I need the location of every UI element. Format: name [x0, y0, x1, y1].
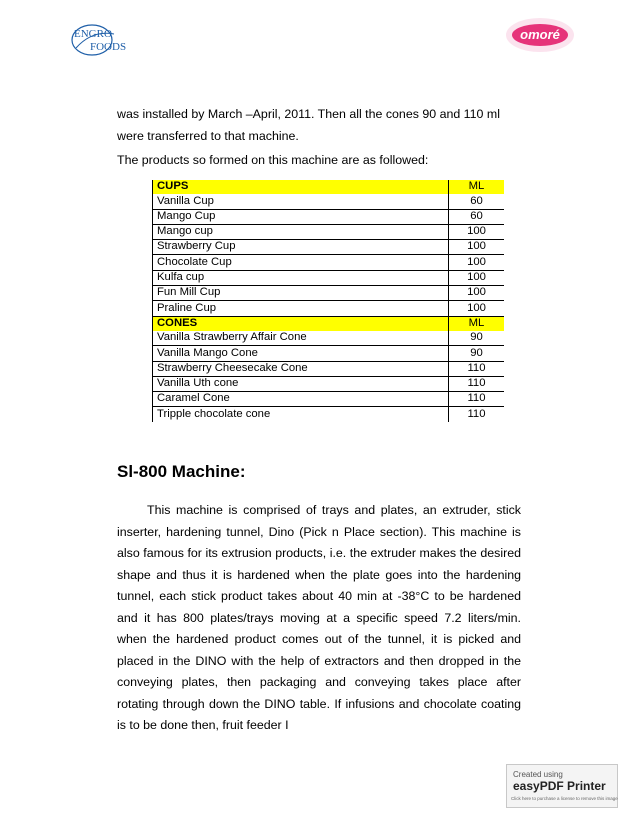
product-name-cell: CUPS [153, 180, 449, 194]
product-name-cell: Mango cup [153, 224, 449, 239]
table-row [153, 346, 505, 361]
easypdf-watermark[interactable] [506, 764, 618, 808]
product-ml-cell: 100 [449, 270, 505, 285]
product-name-cell: Caramel Cone [153, 392, 449, 407]
table-header-row [153, 180, 505, 194]
product-ml-cell: 90 [449, 331, 505, 346]
product-ml-cell: ML [449, 180, 505, 194]
watermark-link[interactable]: Click here to purchase a license to remove this image [511, 796, 618, 801]
product-name-cell: Tripple chocolate cone [153, 407, 449, 422]
section-body [117, 500, 521, 737]
table-row [153, 240, 505, 255]
table-row [153, 286, 505, 301]
section-body-text: This machine is comprised of trays and plates, an extruder, stick inserter, hardening tunnel, Dino (Pick n Place section). This machine is also famous for its extrusion products, i.e. the extruder makes the desired shape and thus it is hardened when the plate goes into the hardening tunnel, each stick product takes about 40 min at -38°C to be hardened and it has 800 plates/trays moving at a specific speed 7.2 liters/min. when the hardened product comes out of the tunnel, it is picked and placed in the DINO with the help of extractors and then dropped in the conveying plates, then packaging and conveying takes place after rotating through down the DINO table. If infusions and chocolate coating is to be done then, fruit feeder I [117, 503, 521, 732]
product-ml-cell: 100 [449, 301, 505, 316]
table-row [153, 301, 505, 316]
intro-paragraph: was installed by March –April, 2011. Then all the cones 90 and 110 ml were transferred to that machine. [117, 107, 500, 143]
products-intro: The products so formed on this machine are as followed: [117, 153, 429, 167]
product-name-cell: Strawberry Cup [153, 240, 449, 255]
product-name-cell: Vanilla Uth cone [153, 376, 449, 391]
product-name-cell: Chocolate Cup [153, 255, 449, 270]
watermark-line1: Created using [513, 770, 563, 779]
product-ml-cell: ML [449, 316, 505, 331]
product-ml-cell: 100 [449, 224, 505, 239]
svg-text:FOODS: FOODS [90, 41, 127, 53]
table-row [153, 376, 505, 391]
product-ml-cell: 110 [449, 376, 505, 391]
table-row [153, 209, 505, 224]
product-ml-cell: 110 [449, 407, 505, 422]
product-name-cell: Vanilla Mango Cone [153, 346, 449, 361]
product-name-cell: Vanilla Strawberry Affair Cone [153, 331, 449, 346]
table-row [153, 392, 505, 407]
table-row [153, 255, 505, 270]
product-ml-cell: 60 [449, 194, 505, 209]
product-name-cell: CONES [153, 316, 449, 331]
table-row [153, 270, 505, 285]
section-heading: Sl-800 Machine: [117, 462, 246, 481]
svg-text:ENGRO: ENGRO [74, 28, 112, 40]
omore-logo [504, 15, 576, 55]
product-ml-cell: 110 [449, 392, 505, 407]
product-ml-cell: 60 [449, 209, 505, 224]
product-ml-cell: 100 [449, 255, 505, 270]
product-name-cell: Vanilla Cup [153, 194, 449, 209]
product-name-cell: Fun Mill Cup [153, 286, 449, 301]
engro-foods-logo [70, 20, 140, 60]
products-table [152, 180, 504, 422]
watermark-line2: easyPDF Printer [513, 779, 606, 793]
product-name-cell: Kulfa cup [153, 270, 449, 285]
product-ml-cell: 100 [449, 240, 505, 255]
product-name-cell: Strawberry Cheesecake Cone [153, 361, 449, 376]
svg-text:omoré: omoré [520, 27, 560, 42]
product-ml-cell: 90 [449, 346, 505, 361]
product-name-cell: Mango Cup [153, 209, 449, 224]
table-row [153, 331, 505, 346]
product-ml-cell: 110 [449, 361, 505, 376]
product-name-cell: Praline Cup [153, 301, 449, 316]
table-row [153, 407, 505, 422]
table-row [153, 224, 505, 239]
table-row [153, 194, 505, 209]
table-header-row [153, 316, 505, 331]
product-ml-cell: 100 [449, 286, 505, 301]
table-row [153, 361, 505, 376]
